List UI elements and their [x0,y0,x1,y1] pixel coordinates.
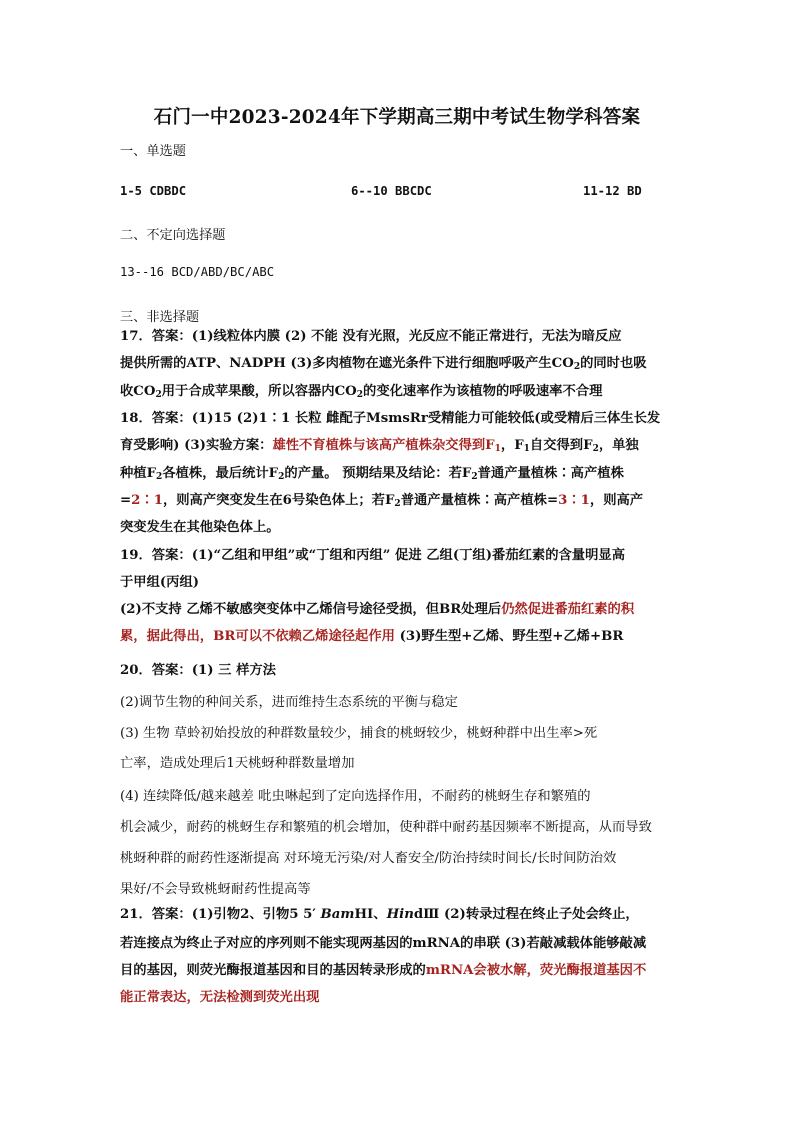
section-heading-non-choice: 三、非选择题 [120,310,200,325]
q19-line-2: 于甲组(丙组) [120,575,200,590]
q17-line-1: 17．答案：(1)线粒体内膜 (2) 不能 没有光照，光反应不能正常进行，无法为暗反应 [120,329,622,344]
q19-line-3: (2)不支持 乙烯不敏感突变体中乙烯信号途径受损，但BR处理后仍然促进番茄红素的积 [120,602,635,617]
q17-number: 17．答案： [120,329,192,344]
q20-line-2: (2)调节生物的种间关系，进而维持生态系统的平衡与稳定 [120,695,458,710]
section-heading-multiple-choice: 二、不定向选择题 [120,228,226,243]
q20-number: 20．答案： [120,663,192,678]
q21-number: 21．答案： [120,907,192,922]
answers-13-16: 13--16 BCD/ABD/BC/ABC [120,265,275,279]
page-title: 石门一中2023-2024年下学期高三期中考试生物学科答案 [153,107,641,128]
q21-line-3: 目的基因，则荧光酶报道基因和目的基因转录形成的mRNA会被水解，荧光酶报道基因不 [120,963,647,978]
q18-line-3: 种植$F_2$各植株，最后统计$F_2$的产量。 预期结果及结论：若$F_2$普通产量植株∶高产植株 [120,466,624,482]
q18-line-4: =2∶1，则高产突变发生在6号染色体上；若$F_2$普通产量植株∶高产植株=3∶1，则高产 [120,493,644,509]
q18-line-1: 18．答案：(1)15 (2)1∶1 长粒 雌配子MsmsRr受精能力可能较低(或受精后三体生长发 [120,411,661,426]
q20-line-8: 果好/不会导致桃蚜耐药性提高等 [120,882,311,897]
answers-11-12: 11-12 BD [583,184,642,198]
q21-line-4: 能正常表达，无法检测到荧光出现 [120,990,320,1005]
q20-line-1: 20．答案：(1) 三 样方法 [120,663,276,678]
q19-line-4: 累，据此得出，BR可以不依赖乙烯途径起作用 (3)野生型+乙烯、野生型+乙烯+BR [120,629,624,644]
q21-line-2: 若连接点为终止子对应的序列则不能实现两基因的mRNA的串联 (3)若敲减载体能够敲减 [120,936,647,951]
q20-line-5: (4) 连续降低/越来越差 吡虫啉起到了定向选择作用，不耐药的桃蚜生存和繁殖的 [120,789,591,804]
section-heading-single-choice: 一、单选题 [120,144,186,159]
q19-line-1: 19．答案：(1)“乙组和甲组”或“丁组和丙组” 促进 乙组(丁组)番茄红素的含量明显高 [120,548,625,563]
q19-number: 19．答案： [120,548,192,563]
q20-line-7: 桃蚜种群的耐药性逐渐提高 对环境无污染/对人畜安全/防治持续时间长/长时间防治效 [120,851,617,866]
q17-line-2: 提供所需的ATP、NADPH (3)多肉植物在遮光条件下进行细胞呼吸产生$CO_2$的同时也吸 [120,356,647,372]
answers-6-10: 6--10 BBCDC [351,184,432,198]
q20-line-6: 机会减少，耐药的桃蚜生存和繁殖的机会增加，使种群中耐药基因频率不断提高，从而导致 [120,820,652,835]
q18-line-5: 突变发生在其他染色体上。 [120,520,280,535]
answers-1-5: 1-5 CDBDC [120,184,187,198]
q18-number: 18．答案： [120,411,192,426]
q20-line-3: (3) 生物 草蛉初始投放的种群数量较少，捕食的桃蚜较少，桃蚜种群中出生率>死 [120,726,598,741]
q18-line-2: 育受影响) (3)实验方案：雄性不育植株与该高产植株杂交得到$F_1$，$F_1$自交得到$F_2$，单独 [120,438,639,454]
q17-line-3: 收$CO_2$用于合成苹果酸，所以容器内$CO_2$的变化速率作为该植物的呼吸速率不合理 [120,384,603,400]
q21-line-1: 21．答案：(1)引物2、引物5 5′ BamHⅠ、HindⅢ (2)转录过程在终止子处会终止， [120,907,639,922]
q20-line-4: 亡率，造成处理后1天桃蚜种群数量增加 [120,756,355,771]
